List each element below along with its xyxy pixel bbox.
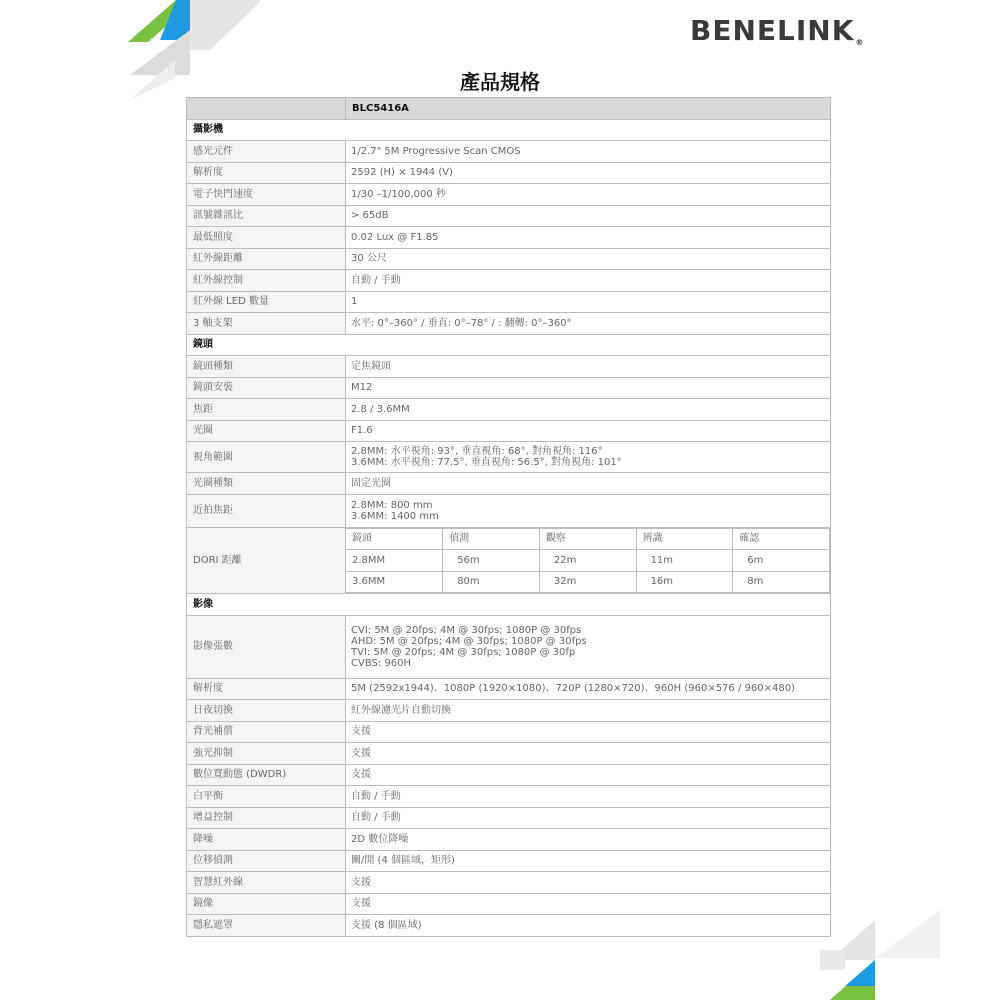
- spec-value: 0.02 Lux @ F1.85: [346, 227, 831, 249]
- spec-label: 增益控制: [187, 807, 346, 829]
- spec-label: 隱私遮罩: [187, 915, 346, 937]
- spec-value: 支援: [346, 872, 831, 894]
- dori-cell: 80m: [443, 571, 540, 593]
- dori-header-cell: 確認: [733, 528, 830, 550]
- spec-label: 影像張數: [187, 615, 346, 678]
- dori-header-cell: 偵測: [443, 528, 540, 550]
- spec-row: [187, 313, 831, 335]
- spec-value: M12: [346, 377, 831, 399]
- spec-label: 紅外線控制: [187, 270, 346, 292]
- spec-row: [187, 377, 831, 399]
- spec-row: [187, 184, 831, 206]
- spec-row: [187, 227, 831, 249]
- spec-row: [187, 678, 831, 700]
- spec-row: [187, 162, 831, 184]
- spec-label: 焦距: [187, 399, 346, 421]
- spec-value: 1/2.7" 5M Progressive Scan CMOS: [346, 141, 831, 163]
- dori-cell: 22m: [539, 550, 636, 572]
- spec-row: [187, 291, 831, 313]
- spec-label: 近拍焦距: [187, 494, 346, 527]
- spec-value: 紅外線濾光片自動切換: [346, 700, 831, 722]
- dori-cell: 8m: [733, 571, 830, 593]
- spec-value: 支援: [346, 893, 831, 915]
- spec-label: 最低照度: [187, 227, 346, 249]
- spec-row: [187, 915, 831, 937]
- spec-row: [187, 442, 831, 473]
- spec-value: 5M (2592x1944)、1080P (1920×1080)、720P (1280×720)、960H (960×576 / 960×480): [346, 678, 831, 700]
- spec-value-line: 2.8MM: 水平視角: 93°, 垂直視角: 68°, 對角視角: 116°: [351, 446, 603, 457]
- spec-label: 鏡頭種類: [187, 356, 346, 378]
- spec-label: 光圈種類: [187, 473, 346, 495]
- spec-label: 強光抑制: [187, 743, 346, 765]
- spec-label: 電子快門速度: [187, 184, 346, 206]
- spec-value: 1/30 –1/100,000 秒: [346, 184, 831, 206]
- spec-value: 支援: [346, 743, 831, 765]
- spec-row: [187, 743, 831, 765]
- dori-cell: 3.6MM: [346, 571, 443, 593]
- spec-value: 2D 數位降噪: [346, 829, 831, 851]
- spec-row: [187, 615, 831, 678]
- spec-row: [187, 248, 831, 270]
- spec-label: 視角範圍: [187, 442, 346, 473]
- brand-logo: [690, 14, 864, 47]
- spec-label: 背光補償: [187, 721, 346, 743]
- spec-label: 降噪: [187, 829, 346, 851]
- spec-row: [187, 141, 831, 163]
- spec-value: > 65dB: [346, 205, 831, 227]
- spec-value: 30 公尺: [346, 248, 831, 270]
- spec-value-line: 2.8MM: 800 mm: [351, 499, 433, 511]
- spec-value: 水平: 0°–360° / 垂直: 0°–78° / : 翻轉: 0°–360°: [346, 313, 831, 335]
- spec-value: [346, 494, 831, 527]
- spec-label: DORI 距離: [187, 527, 346, 594]
- spec-value: 2592 (H) × 1944 (V): [346, 162, 831, 184]
- spec-value: F1.6: [346, 420, 831, 442]
- spec-label: 數位寬動態 (DWDR): [187, 764, 346, 786]
- spec-label: 白平衡: [187, 786, 346, 808]
- spec-label: 3 軸支架: [187, 313, 346, 335]
- brand-logo-text: BENELINK: [690, 14, 855, 47]
- dori-cell: 6m: [733, 550, 830, 572]
- spec-row: [187, 700, 831, 722]
- dori-header-row: [346, 528, 830, 550]
- header-blank: [187, 98, 346, 120]
- spec-row: [187, 356, 831, 378]
- dori-cell: 2.8MM: [346, 550, 443, 572]
- dori-table-cell: [346, 527, 831, 594]
- spec-label: 紅外線距離: [187, 248, 346, 270]
- spec-row: [187, 807, 831, 829]
- spec-label: 解析度: [187, 678, 346, 700]
- spec-row: [187, 721, 831, 743]
- dori-cell: 16m: [636, 571, 733, 593]
- spec-row: [187, 494, 831, 527]
- section-title: 影像: [187, 594, 831, 616]
- section-header: [187, 594, 831, 616]
- spec-value: 自動 / 手動: [346, 786, 831, 808]
- spec-label: 鏡頭安裝: [187, 377, 346, 399]
- spec-value: 固定光圈: [346, 473, 831, 495]
- dori-row: [187, 527, 831, 594]
- spec-value: 支援 (8 個區域): [346, 915, 831, 937]
- section-header: [187, 334, 831, 356]
- dori-header-cell: 辨識: [636, 528, 733, 550]
- spec-label: 解析度: [187, 162, 346, 184]
- dori-header-cell: 鏡頭: [346, 528, 443, 550]
- dori-data-row: [346, 571, 830, 593]
- spec-value-line: TVI: 5M @ 20fps; 4M @ 30fps; 1080P @ 30fp: [351, 646, 576, 658]
- spec-value: 支援: [346, 764, 831, 786]
- spec-row: [187, 872, 831, 894]
- spec-row: [187, 764, 831, 786]
- spec-value-line: 3.6MM: 水平視角: 77.5°, 垂直視角: 56.5°, 對角視角: 101°: [351, 457, 622, 468]
- spec-value: 自動 / 手動: [346, 807, 831, 829]
- spec-label: 光圈: [187, 420, 346, 442]
- dori-cell: 11m: [636, 550, 733, 572]
- spec-value: [346, 442, 831, 473]
- spec-value: 1: [346, 291, 831, 313]
- spec-value-line: CVBS: 960H: [351, 657, 412, 669]
- spec-value-line: CVI: 5M @ 20fps; 4M @ 30fps; 1080P @ 30fps: [351, 624, 582, 636]
- spec-row: [187, 829, 831, 851]
- spec-label: 感光元件: [187, 141, 346, 163]
- dori-cell: 32m: [539, 571, 636, 593]
- dori-grid: [346, 528, 830, 594]
- spec-label: 位移偵測: [187, 850, 346, 872]
- spec-value: 支援: [346, 721, 831, 743]
- spec-row: [187, 205, 831, 227]
- dori-data-row: [346, 550, 830, 572]
- spec-value: [346, 615, 831, 678]
- spec-row: [187, 786, 831, 808]
- spec-label: 鏡像: [187, 893, 346, 915]
- section-title: 鏡頭: [187, 334, 831, 356]
- spec-value: 自動 / 手動: [346, 270, 831, 292]
- model-name: BLC5416A: [346, 98, 831, 120]
- section-header: [187, 119, 831, 141]
- dori-header-cell: 觀察: [539, 528, 636, 550]
- spec-row: [187, 893, 831, 915]
- spec-row: [187, 473, 831, 495]
- spec-row: [187, 270, 831, 292]
- spec-value-line: 3.6MM: 1400 mm: [351, 510, 439, 522]
- dori-cell: 56m: [443, 550, 540, 572]
- spec-label: 紅外線 LED 數量: [187, 291, 346, 313]
- spec-row: [187, 420, 831, 442]
- spec-value: 定焦鏡頭: [346, 356, 831, 378]
- spec-row: [187, 399, 831, 421]
- spec-label: 日夜切換: [187, 700, 346, 722]
- spec-row: [187, 850, 831, 872]
- section-title: 攝影機: [187, 119, 831, 141]
- model-header-row: [187, 98, 831, 120]
- spec-label: 訊號雜訊比: [187, 205, 346, 227]
- page-title: 產品規格: [460, 70, 540, 94]
- spec-value: 關/開 (4 個區域，矩形): [346, 850, 831, 872]
- spec-label: 智慧紅外線: [187, 872, 346, 894]
- spec-value-line: AHD: 5M @ 20fps; 4M @ 30fps; 1080P @ 30fps: [351, 635, 587, 647]
- spec-table: [186, 97, 831, 937]
- spec-value: 2.8 / 3.6MM: [346, 399, 831, 421]
- registered-mark: ®: [855, 38, 865, 47]
